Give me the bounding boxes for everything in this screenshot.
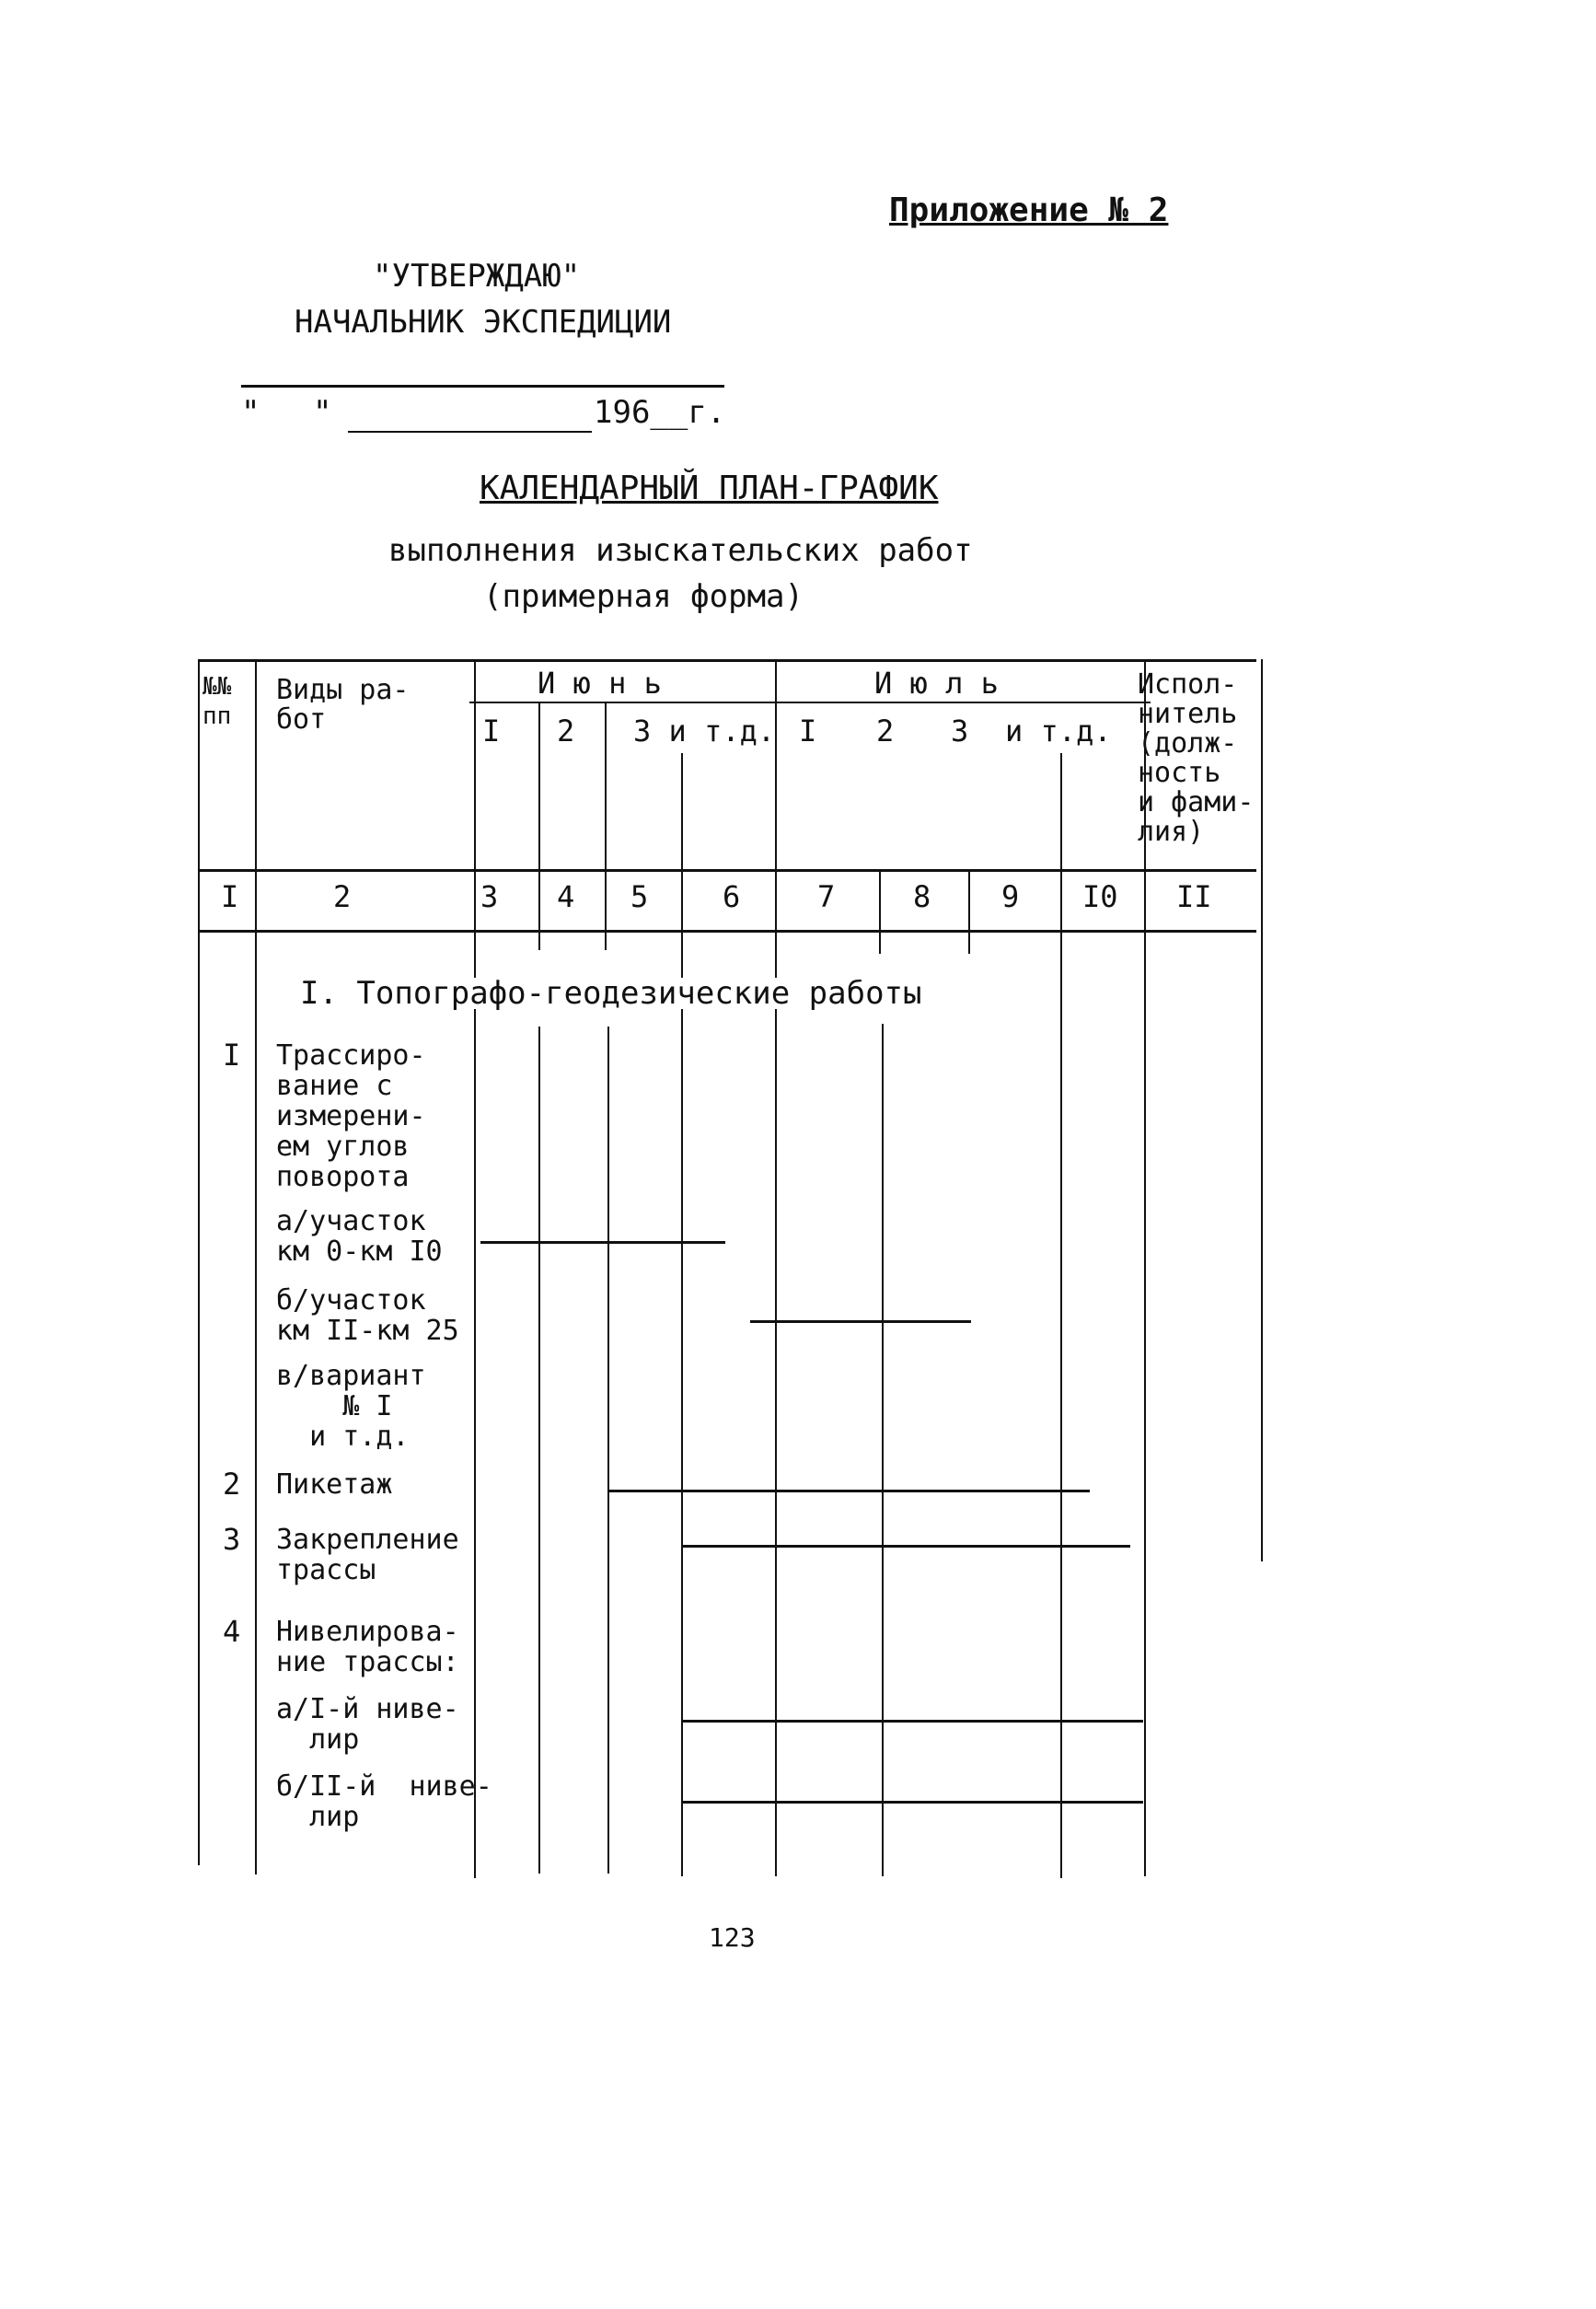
- col-rule: [1261, 659, 1263, 1561]
- col-number: II: [1176, 879, 1212, 914]
- document-subtitle-form: (примерная форма): [483, 578, 804, 615]
- row-number: 2: [223, 1467, 241, 1502]
- schedule-bar-section-b: [750, 1320, 971, 1323]
- decade-june-3: 3 и т.д.: [633, 714, 776, 748]
- decade-july-2: 2: [876, 714, 895, 748]
- month-divider-rule: [469, 702, 1151, 703]
- col-number: 4: [557, 879, 575, 914]
- row-task-fixing: Закрепление трассы: [276, 1524, 459, 1586]
- col-number: 7: [817, 879, 836, 914]
- approve-label: "УТВЕРЖДАЮ": [373, 258, 581, 295]
- col-number: 6: [723, 879, 741, 914]
- col-rule: [681, 753, 683, 1876]
- col-header-july: И ю л ь: [874, 666, 999, 701]
- row-task-level-1: а/I-й нивe- лир: [276, 1693, 459, 1756]
- col-header-works: Виды ра- бот: [276, 674, 410, 736]
- date-quote-close: ": [313, 394, 332, 431]
- row-task-variant: в/вариант № I и т.д.: [276, 1360, 426, 1453]
- row-task-tracing: Трассиро- вание с измерени- ем углов поворота: [276, 1039, 426, 1193]
- chief-label: НАЧАЛЬНИК ЭКСПЕДИЦИИ: [295, 304, 672, 341]
- decade-july-1: I: [799, 714, 817, 748]
- schedule-bar-fixing: [683, 1545, 1130, 1548]
- row-number: 4: [223, 1614, 241, 1649]
- table-top-rule: [198, 659, 1256, 662]
- col-rule: [474, 659, 476, 1878]
- row-task-level-2: б/II-й нивe- лир: [276, 1770, 492, 1833]
- col-number: 9: [1001, 879, 1020, 914]
- decade-july-etc: и т.д.: [1005, 714, 1112, 748]
- page-number: 123: [709, 1922, 756, 1953]
- header-bottom-rule: [198, 869, 1256, 872]
- schedule-bar-level-1: [683, 1720, 1143, 1723]
- col-number: 3: [480, 879, 499, 914]
- numbers-bottom-rule: [198, 930, 1256, 933]
- col-rule: [775, 659, 777, 1876]
- col-rule: [882, 1024, 884, 1876]
- col-rule: [607, 1027, 609, 1874]
- col-header-number: №№ пп: [202, 673, 232, 730]
- signature-line: [241, 385, 724, 388]
- schedule-bar-section-a: [480, 1241, 725, 1244]
- schedule-bar-level-2: [683, 1801, 1143, 1804]
- col-rule: [605, 702, 607, 950]
- schedule-bar-picketing: [609, 1490, 1090, 1492]
- decade-june-2: 2: [557, 714, 575, 748]
- row-number: 3: [223, 1522, 241, 1557]
- col-rule: [879, 869, 881, 954]
- col-rule: [968, 869, 970, 954]
- section-title: I. Топографо-геодезические работы: [296, 978, 926, 1009]
- col-header-executor: Испол- нитель (долж- ность и фами- лия): [1138, 668, 1255, 848]
- date-month-line: [348, 431, 592, 433]
- col-rule: [538, 1027, 540, 1874]
- document-subtitle: выполнения изыскательских работ: [388, 532, 973, 569]
- row-task-leveling: Нивелирова- ние трассы:: [276, 1616, 459, 1678]
- decade-july-3: 3: [951, 714, 969, 748]
- col-number: 5: [630, 879, 649, 914]
- col-rule: [198, 659, 200, 1865]
- col-rule: [1060, 753, 1062, 1878]
- col-number: 8: [913, 879, 931, 914]
- date-year: 196__г.: [594, 394, 726, 431]
- col-header-june: И ю н ь: [538, 666, 662, 701]
- col-number: I: [221, 879, 239, 914]
- decade-june-1: I: [482, 714, 501, 748]
- row-number: I: [223, 1038, 241, 1073]
- date-quote-open: ": [241, 394, 260, 431]
- row-task-section-b: б/участок км II-км 25: [276, 1284, 459, 1347]
- row-task-section-a: а/участок км 0-км I0: [276, 1205, 443, 1268]
- col-number: I0: [1082, 879, 1118, 914]
- col-rule: [255, 659, 257, 1874]
- document-title: КАЛЕНДАРНЫЙ ПЛАН-ГРАФИК: [480, 470, 939, 507]
- col-number: 2: [333, 879, 352, 914]
- row-task-picketing: Пикетаж: [276, 1468, 393, 1501]
- col-rule: [538, 702, 540, 950]
- appendix-label: Приложение № 2: [889, 191, 1169, 229]
